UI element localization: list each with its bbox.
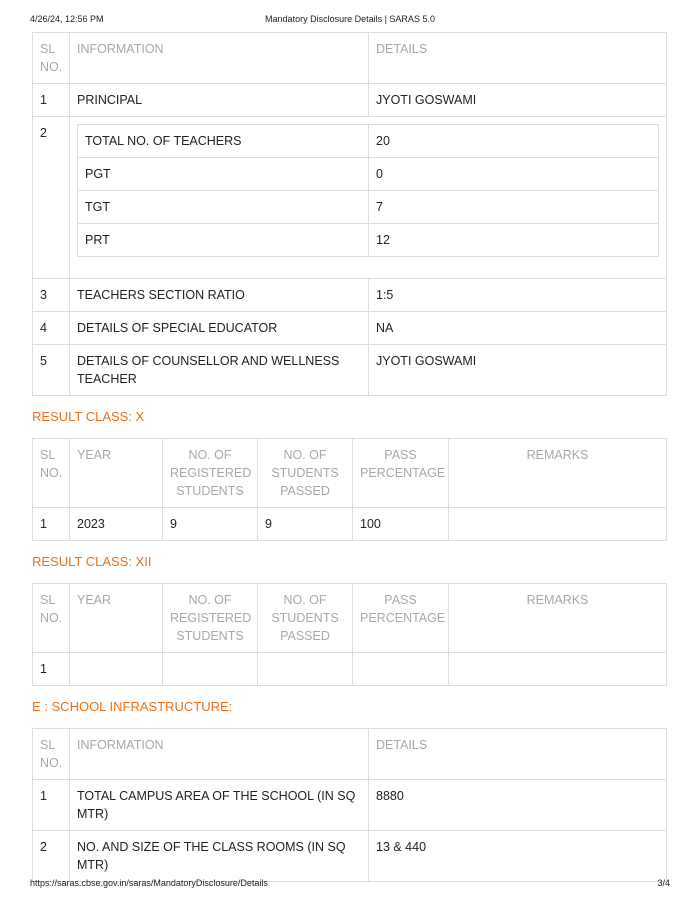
passed-cell: 9 bbox=[258, 508, 353, 541]
info-cell: TEACHERS SECTION RATIO bbox=[70, 279, 369, 312]
teacher-row bbox=[78, 224, 659, 257]
col-pass-percentage: PASS PERCENTAGE bbox=[353, 584, 449, 653]
table-row bbox=[33, 345, 667, 396]
sl-cell: 5 bbox=[33, 345, 70, 396]
page-content bbox=[32, 32, 667, 882]
teacher-value: 0 bbox=[369, 158, 659, 191]
teacher-label: PGT bbox=[78, 158, 369, 191]
details-cell: 13 & 440 bbox=[369, 831, 667, 882]
infrastructure-table bbox=[32, 728, 667, 882]
result-xii-table bbox=[32, 583, 667, 686]
print-page-number: 3/4 bbox=[657, 878, 670, 888]
teacher-value: 20 bbox=[369, 125, 659, 158]
teacher-value: 7 bbox=[369, 191, 659, 224]
teacher-label: TOTAL NO. OF TEACHERS bbox=[78, 125, 369, 158]
teacher-row bbox=[78, 191, 659, 224]
print-url: https://saras.cbse.gov.in/saras/MandatoryDisclosure/Details bbox=[30, 878, 268, 888]
teacher-value: 12 bbox=[369, 224, 659, 257]
teacher-label: PRT bbox=[78, 224, 369, 257]
pass-percentage-cell: 100 bbox=[353, 508, 449, 541]
teacher-label: TGT bbox=[78, 191, 369, 224]
table-header-row bbox=[33, 33, 667, 84]
details-cell: JYOTI GOSWAMI bbox=[369, 345, 667, 396]
section-title-infrastructure: E : SCHOOL INFRASTRUCTURE: bbox=[32, 699, 233, 714]
details-cell: JYOTI GOSWAMI bbox=[369, 84, 667, 117]
col-year: YEAR bbox=[70, 439, 163, 508]
print-footer bbox=[30, 878, 670, 892]
col-pass-percentage: PASS PERCENTAGE bbox=[353, 439, 449, 508]
col-details: DETAILS bbox=[369, 729, 667, 780]
table-row bbox=[33, 780, 667, 831]
col-sl-no: SL NO. bbox=[33, 729, 70, 780]
result-x-table bbox=[32, 438, 667, 541]
section-title-result-x: RESULT CLASS: X bbox=[32, 409, 145, 424]
col-remarks: REMARKS bbox=[449, 584, 667, 653]
table-header-row bbox=[33, 439, 667, 508]
remarks-cell bbox=[449, 653, 667, 686]
col-sl-no: SL NO. bbox=[33, 584, 70, 653]
remarks-cell bbox=[449, 508, 667, 541]
info-cell: TOTAL CAMPUS AREA OF THE SCHOOL (IN SQ MTR) bbox=[70, 780, 369, 831]
table-row bbox=[33, 84, 667, 117]
registered-cell: 9 bbox=[163, 508, 258, 541]
sl-cell: 2 bbox=[33, 831, 70, 882]
table-row bbox=[33, 831, 667, 882]
year-cell bbox=[70, 653, 163, 686]
sl-cell: 1 bbox=[33, 653, 70, 686]
col-year: YEAR bbox=[70, 584, 163, 653]
table-header-row bbox=[33, 584, 667, 653]
info-cell: DETAILS OF COUNSELLOR AND WELLNESS TEACHER bbox=[70, 345, 369, 396]
table-row bbox=[33, 279, 667, 312]
section-title-result-xii: RESULT CLASS: XII bbox=[32, 554, 152, 569]
sl-cell: 4 bbox=[33, 312, 70, 345]
table-row-teachers bbox=[33, 117, 667, 279]
staff-table bbox=[32, 32, 667, 396]
teacher-row bbox=[78, 158, 659, 191]
teacher-row bbox=[78, 125, 659, 158]
sl-cell: 1 bbox=[33, 780, 70, 831]
teachers-breakdown-cell bbox=[70, 117, 667, 279]
sl-cell: 3 bbox=[33, 279, 70, 312]
details-cell: 8880 bbox=[369, 780, 667, 831]
passed-cell bbox=[258, 653, 353, 686]
col-sl-no: SL NO. bbox=[33, 439, 70, 508]
print-datetime: 4/26/24, 12:56 PM bbox=[30, 14, 104, 24]
table-row bbox=[33, 653, 667, 686]
table-row bbox=[33, 312, 667, 345]
print-page-title: Mandatory Disclosure Details | SARAS 5.0 bbox=[265, 14, 435, 24]
sl-cell: 2 bbox=[33, 117, 70, 279]
year-cell: 2023 bbox=[70, 508, 163, 541]
col-information: INFORMATION bbox=[70, 33, 369, 84]
registered-cell bbox=[163, 653, 258, 686]
col-details: DETAILS bbox=[369, 33, 667, 84]
print-header bbox=[30, 14, 670, 28]
col-registered-students: NO. OF REGISTERED STUDENTS bbox=[163, 439, 258, 508]
details-cell: 1:5 bbox=[369, 279, 667, 312]
table-header-row bbox=[33, 729, 667, 780]
col-students-passed: NO. OF STUDENTS PASSED bbox=[258, 439, 353, 508]
col-registered-students: NO. OF REGISTERED STUDENTS bbox=[163, 584, 258, 653]
col-sl-no: SL NO. bbox=[33, 33, 70, 84]
sl-cell: 1 bbox=[33, 508, 70, 541]
col-information: INFORMATION bbox=[70, 729, 369, 780]
info-cell: NO. AND SIZE OF THE CLASS ROOMS (IN SQ MTR) bbox=[70, 831, 369, 882]
teachers-breakdown-table bbox=[77, 124, 659, 257]
details-cell: NA bbox=[369, 312, 667, 345]
table-row bbox=[33, 508, 667, 541]
sl-cell: 1 bbox=[33, 84, 70, 117]
info-cell: PRINCIPAL bbox=[70, 84, 369, 117]
col-students-passed: NO. OF STUDENTS PASSED bbox=[258, 584, 353, 653]
col-remarks: REMARKS bbox=[449, 439, 667, 508]
pass-percentage-cell bbox=[353, 653, 449, 686]
info-cell: DETAILS OF SPECIAL EDUCATOR bbox=[70, 312, 369, 345]
